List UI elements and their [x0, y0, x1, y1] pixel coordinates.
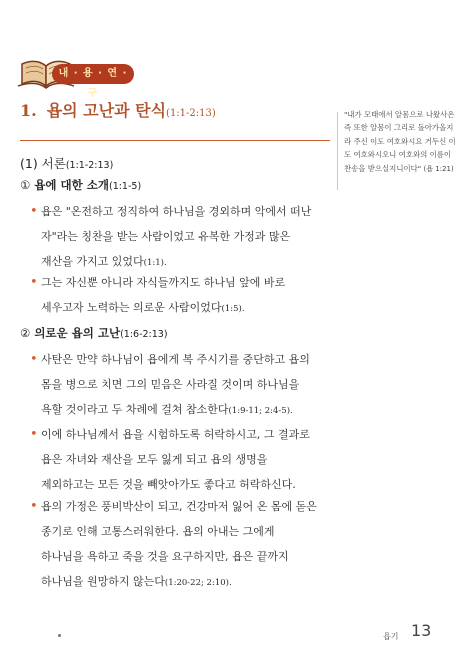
sidebar-quote-ref: (욥 1:21) [423, 164, 454, 173]
bullet-icon: • [30, 204, 38, 219]
list-item [30, 347, 320, 424]
item-ref: (1:1-5) [108, 181, 142, 192]
bullet-text [30, 199, 320, 276]
section-badge [16, 56, 134, 99]
sidebar-quote-text: "내가 모태에서 알몸으로 나왔사온즉 또한 알몸이 그리로 돌아가올지라 주신 이도 여호와시요 거두신 이도 여호와시오니 여호와의 이름이 찬송을 받으실지니이다" [344, 110, 456, 173]
bullet-icon: • [30, 427, 38, 442]
bullet-ref: (1:1). [143, 258, 167, 268]
bullet-body: 욥은 "온전하고 정직하여 하나님을 경외하며 악에서 떠난 자"라는 칭찬을 받는 사람이었고 유복한 가정과 많은 재산을 가지고 있었다 [41, 205, 312, 268]
item-marker: ① [20, 178, 31, 192]
item-marker: ② [20, 326, 31, 340]
list-item [30, 270, 320, 322]
bullet-icon: • [30, 275, 38, 290]
list-item [30, 199, 320, 276]
section-number: 1. [20, 101, 37, 120]
bullet-ref: (1:9-11; 2:4-5). [228, 406, 293, 416]
badge-label: 내 · 용 · 연 · 구 [52, 64, 134, 84]
bullet-text [30, 422, 320, 499]
bullet-icon: • [30, 352, 38, 367]
subsection-ref: (1:1-2:13) [65, 160, 114, 171]
item-heading-text: 의로운 욥의 고난 [34, 326, 121, 340]
footer-dot [58, 634, 61, 637]
bullet-ref: (1:5). [221, 304, 245, 314]
bullet-text [30, 347, 320, 424]
item-heading-text: 욥에 대한 소개 [34, 178, 109, 192]
bullet-ref: (1:20-22; 2:10). [164, 578, 232, 588]
subsection-heading [20, 154, 113, 172]
subsection-label: (1) 서론 [20, 156, 66, 171]
bullet-body: 사탄은 만약 하나님이 욥에게 복 주시기를 중단하고 욥의 몸을 병으로 치면 그의 믿음은 사라질 것이며 하나님을 욕할 것이라고 두 차례에 걸쳐 참소한다 [41, 353, 310, 416]
section-ref: (1:1-2:13) [166, 108, 216, 119]
section-title-text: 욥의 고난과 탄식 [46, 101, 167, 120]
item-ref: (1:6-2:13) [120, 329, 168, 340]
list-item [30, 422, 320, 499]
page-number: 13 [411, 621, 432, 640]
item-heading [20, 325, 168, 341]
sidebar-quote [344, 108, 458, 176]
bullet-body: 이에 하나님께서 욥을 시험하도록 허락하시고, 그 결과로 욥은 자녀와 재산을 모두 잃게 되고 욥의 생명을 제외하고는 모든 것을 빼앗아가도 좋다고 허락하신다. [41, 428, 310, 491]
section-title [20, 98, 216, 121]
bullet-text [30, 270, 320, 322]
bullet-body: 그는 자신뿐 아니라 자식들까지도 하나님 앞에 바로 세우고자 노력하는 의로운 사람이었다 [41, 276, 286, 314]
list-item [30, 494, 320, 596]
item-heading [20, 177, 141, 193]
bullet-text [30, 494, 320, 596]
footer-book-label: 욥기 [383, 632, 399, 641]
sidebar-divider [337, 112, 338, 190]
bullet-body: 욥의 가정은 풍비박산이 되고, 건강마저 잃어 온 몸에 돋은 종기로 인해 고통스러워한다. 욥의 아내는 그에게 하나님을 욕하고 죽을 것을 요구하지만, 욥은 끝까지 하나님을 원망하지 않는다 [41, 500, 317, 588]
bullet-icon: • [30, 499, 38, 514]
title-divider [20, 140, 330, 141]
